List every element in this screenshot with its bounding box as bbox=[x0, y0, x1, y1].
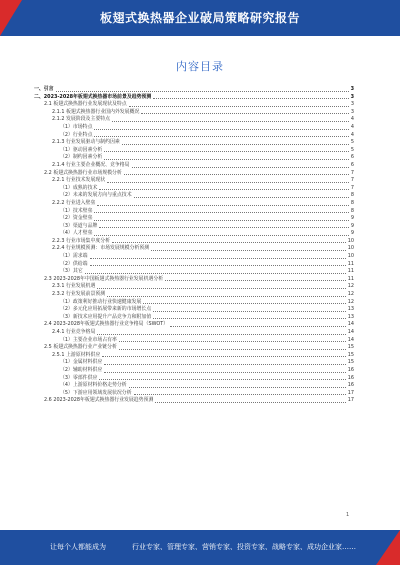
toc-entry-label: 2.2.4 行业规模预测：市场发展规模分析预测 bbox=[52, 245, 150, 252]
toc-entry-label: （4）上游原材料价格走势分析 bbox=[60, 382, 127, 389]
toc-leader-dots bbox=[97, 205, 349, 206]
toc-entry-label: （2）行业特点 bbox=[60, 131, 93, 138]
toc-entry-label: 2.1 板翅式换热器行业发展现状及特点 bbox=[44, 101, 127, 108]
toc-leader-dots bbox=[85, 273, 346, 274]
toc-entry-page: 3 bbox=[350, 108, 354, 115]
toc-entry[interactable] bbox=[34, 177, 354, 185]
toc-leader-dots bbox=[165, 280, 346, 281]
toc-entry[interactable] bbox=[34, 116, 354, 124]
toc-entry[interactable] bbox=[34, 253, 354, 261]
toc-entry[interactable] bbox=[34, 139, 354, 147]
toc-leader-dots bbox=[170, 326, 346, 327]
toc-entry-label: （5）下游应用领域发展状况分析 bbox=[60, 389, 132, 396]
toc-entry[interactable] bbox=[34, 283, 354, 291]
toc-leader-dots bbox=[99, 379, 345, 380]
toc-entry[interactable] bbox=[34, 268, 354, 276]
toc-entry-label: 2.6 2023-2028年板翅式换热器行业发展趋势预测 bbox=[44, 397, 154, 404]
toc-entry-label: （2）资金壁垒 bbox=[60, 215, 93, 222]
toc-entry-page: 7 bbox=[350, 177, 354, 184]
toc-leader-dots bbox=[94, 129, 348, 130]
toc-leader-dots bbox=[107, 182, 349, 183]
toc-entry-label: 2.5.1 上游原材料供应 bbox=[52, 351, 101, 358]
toc-entry-label: （1）驱动因素分析 bbox=[60, 146, 103, 153]
toc-entry-page: 14 bbox=[347, 321, 354, 328]
toc-entry-page: 11 bbox=[347, 268, 354, 275]
report-header bbox=[0, 0, 400, 36]
footer-red-accent bbox=[376, 530, 400, 565]
footer-tagline: 行业专家、管理专家、营销专家、投资专家、战略专家、成功企业家…… bbox=[132, 543, 356, 551]
toc-leader-dots bbox=[104, 159, 349, 160]
toc-leader-dots bbox=[129, 106, 349, 107]
toc-entry-page: 3 bbox=[350, 93, 354, 100]
toc-entry-label: （1）政策利好推动行业快速健康发展 bbox=[60, 298, 142, 305]
toc-leader-dots bbox=[119, 349, 346, 350]
toc-entry-page: 5 bbox=[350, 146, 354, 153]
toc-entry-page: 8 bbox=[350, 207, 354, 214]
toc-entry[interactable] bbox=[34, 230, 354, 238]
toc-leader-dots bbox=[119, 341, 346, 342]
toc-entry[interactable] bbox=[34, 291, 354, 299]
toc-entry[interactable] bbox=[34, 245, 354, 253]
toc-heading: 内容目录 bbox=[176, 60, 224, 73]
toc-entry-label: （1）主要企业市场占有率 bbox=[60, 336, 117, 343]
toc-entry[interactable] bbox=[34, 101, 354, 109]
toc-leader-dots bbox=[134, 197, 349, 198]
toc-leader-dots bbox=[104, 364, 346, 365]
toc-leader-dots bbox=[153, 318, 346, 319]
toc-entry-page: 11 bbox=[347, 260, 354, 267]
table-of-contents bbox=[34, 86, 354, 405]
toc-entry-label: 2.4 2023-2028年板翅式换热器行业竞争格局（SWOT） bbox=[44, 321, 169, 328]
toc-leader-dots bbox=[122, 144, 349, 145]
toc-entry-label: 2.3 2023-2028年中国板翅式换热器行业发展机遇分析 bbox=[44, 275, 164, 282]
toc-entry-page: 11 bbox=[347, 275, 354, 282]
toc-entry[interactable] bbox=[34, 170, 354, 178]
footer-slogan: 让每个人都能成为 bbox=[50, 543, 106, 551]
toc-entry-page: 4 bbox=[350, 116, 354, 123]
toc-leader-dots bbox=[97, 334, 345, 335]
toc-entry-page: 15 bbox=[347, 351, 354, 358]
toc-entry-page: 8 bbox=[350, 192, 354, 199]
toc-entry-label: （4）人才壁垒 bbox=[60, 230, 93, 237]
report-title: 板翅式换热器企业破局策略研究报告 bbox=[99, 11, 300, 25]
toc-entry-page: 16 bbox=[347, 366, 354, 373]
toc-entry[interactable] bbox=[34, 306, 354, 314]
toc-entry-page: 12 bbox=[347, 291, 354, 298]
toc-entry-label: （3）新技术应用提升产品竞争力和附加值 bbox=[60, 313, 152, 320]
toc-entry-label: 2.1.4 行业主要企业概况、竞争格局 bbox=[52, 161, 130, 168]
toc-entry-page: 5 bbox=[350, 139, 354, 146]
toc-entry-page: 10 bbox=[347, 237, 354, 244]
toc-entry[interactable] bbox=[34, 162, 354, 170]
toc-entry-label: （1）成熟的技术 bbox=[60, 184, 98, 191]
toc-leader-dots bbox=[153, 311, 346, 312]
toc-entry[interactable] bbox=[34, 321, 354, 329]
toc-entry[interactable] bbox=[34, 192, 354, 200]
toc-entry[interactable] bbox=[34, 344, 354, 352]
toc-leader-dots bbox=[56, 91, 349, 92]
toc-leader-dots bbox=[99, 227, 349, 228]
page-number: 1 bbox=[346, 512, 350, 518]
toc-entry-label: 2.1.2 发展阶段及主要特点 bbox=[52, 116, 111, 123]
toc-entry-page: 17 bbox=[347, 389, 354, 396]
toc-leader-dots bbox=[155, 402, 345, 403]
toc-entry-page: 12 bbox=[347, 298, 354, 305]
toc-leader-dots bbox=[104, 372, 346, 373]
toc-leader-dots bbox=[107, 296, 346, 297]
toc-entry[interactable] bbox=[34, 329, 354, 337]
toc-entry[interactable] bbox=[34, 154, 354, 162]
toc-entry-page: 16 bbox=[347, 382, 354, 389]
toc-entry-label: （1）技术壁垒 bbox=[60, 207, 93, 214]
toc-entry[interactable] bbox=[34, 215, 354, 223]
toc-entry-label: 2.2.3 行业市场集中度分析 bbox=[52, 237, 111, 244]
toc-entry-page: 7 bbox=[350, 169, 354, 176]
toc-entry[interactable] bbox=[34, 86, 354, 94]
toc-entry-label: （1）金属材料供应 bbox=[60, 359, 103, 366]
toc-entry[interactable] bbox=[34, 124, 354, 132]
toc-entry-label: 2.4.1 行业竞争格局 bbox=[52, 329, 96, 335]
toc-leader-dots bbox=[90, 265, 346, 266]
toc-entry[interactable] bbox=[34, 382, 354, 390]
toc-entry-label: 2.2 板翅式换热器行业市场规模分析 bbox=[44, 169, 122, 176]
toc-entry-page: 4 bbox=[350, 131, 354, 138]
toc-entry-label: 2.1.3 行业发展驱动与制约因素 bbox=[52, 139, 120, 146]
toc-entry-page: 6 bbox=[350, 154, 354, 161]
toc-entry[interactable] bbox=[34, 208, 354, 216]
toc-leader-dots bbox=[102, 356, 346, 357]
toc-leader-dots bbox=[112, 242, 346, 243]
toc-leader-dots bbox=[151, 250, 346, 251]
toc-entry[interactable] bbox=[34, 367, 354, 375]
toc-leader-dots bbox=[129, 387, 346, 388]
toc-entry-label: （3）零部件供应 bbox=[60, 374, 98, 381]
toc-entry-page: 13 bbox=[347, 313, 354, 320]
toc-entry-label: 2.3.1 行业发展机遇 bbox=[52, 283, 96, 290]
toc-leader-dots bbox=[124, 174, 349, 175]
toc-entry-label: （2）多元化应用拓展带来新的市场增长点 bbox=[60, 306, 152, 313]
toc-entry-page: 9 bbox=[350, 222, 354, 229]
toc-entry-page: 6 bbox=[350, 161, 354, 168]
toc-leader-dots bbox=[94, 136, 348, 137]
toc-entry-page: 14 bbox=[347, 329, 354, 335]
toc-entry-label: （2）辅助材料供应 bbox=[60, 366, 103, 373]
toc-entry-label: （3）其它 bbox=[60, 268, 83, 275]
toc-entry-page: 3 bbox=[350, 101, 354, 108]
toc-entry[interactable] bbox=[34, 397, 354, 405]
toc-entry-page: 10 bbox=[347, 245, 354, 252]
toc-leader-dots bbox=[97, 288, 345, 289]
toc-leader-dots bbox=[99, 189, 349, 190]
toc-leader-dots bbox=[112, 121, 349, 122]
report-footer bbox=[0, 530, 400, 565]
toc-leader-dots bbox=[94, 212, 348, 213]
toc-leader-dots bbox=[104, 151, 349, 152]
toc-entry-label: （3）渠道与品牌 bbox=[60, 222, 98, 229]
toc-entry-page: 7 bbox=[350, 184, 354, 191]
toc-entry[interactable] bbox=[34, 200, 354, 208]
toc-entry-page: 13 bbox=[347, 306, 354, 313]
toc-entry-label: 二、2023-2028年板翅式换热器市场前景及趋势预测 bbox=[34, 93, 152, 100]
toc-entry-label: 2.2.1 行业技术发展现状 bbox=[52, 177, 106, 184]
toc-entry-label: （1）市场特点 bbox=[60, 123, 93, 130]
toc-entry-label: （2）未来的发展方向与重点技术 bbox=[60, 192, 132, 199]
toc-entry-label: 2.3.2 行业发展前景预测 bbox=[52, 291, 106, 298]
toc-entry-page: 14 bbox=[347, 336, 354, 343]
toc-entry-page: 3 bbox=[350, 86, 354, 92]
toc-entry-page: 9 bbox=[350, 215, 354, 222]
toc-leader-dots bbox=[153, 98, 348, 99]
toc-entry-page: 12 bbox=[347, 283, 354, 290]
toc-leader-dots bbox=[132, 167, 349, 168]
toc-entry-label: 2.2.2 行业进入壁垒 bbox=[52, 199, 96, 206]
toc-entry-label: 一、引言 bbox=[34, 86, 54, 92]
toc-entry-page: 16 bbox=[347, 374, 354, 381]
toc-entry-page: 17 bbox=[347, 397, 354, 404]
toc-entry-label: 2.1.1 板翅式换热器行业国内外发展概况 bbox=[52, 108, 140, 115]
toc-entry-label: （1）需求端 bbox=[60, 253, 88, 260]
toc-leader-dots bbox=[90, 258, 346, 259]
toc-entry-page: 9 bbox=[350, 230, 354, 237]
toc-leader-dots bbox=[134, 394, 346, 395]
toc-leader-dots bbox=[94, 220, 348, 221]
toc-entry-page: 15 bbox=[347, 359, 354, 366]
toc-leader-dots bbox=[94, 235, 348, 236]
toc-entry-page: 15 bbox=[347, 344, 354, 351]
toc-entry-page: 10 bbox=[347, 253, 354, 260]
toc-entry-label: （2）制约因素分析 bbox=[60, 154, 103, 161]
toc-entry-page: 8 bbox=[350, 199, 354, 206]
toc-leader-dots bbox=[143, 303, 345, 304]
toc-entry-label: （2）供给端 bbox=[60, 260, 88, 267]
toc-leader-dots bbox=[141, 113, 349, 114]
toc-entry-page: 4 bbox=[350, 123, 354, 130]
toc-entry-label: 2.5 板翅式换热器行业产业链分析 bbox=[44, 344, 117, 351]
toc-entry[interactable] bbox=[34, 359, 354, 367]
